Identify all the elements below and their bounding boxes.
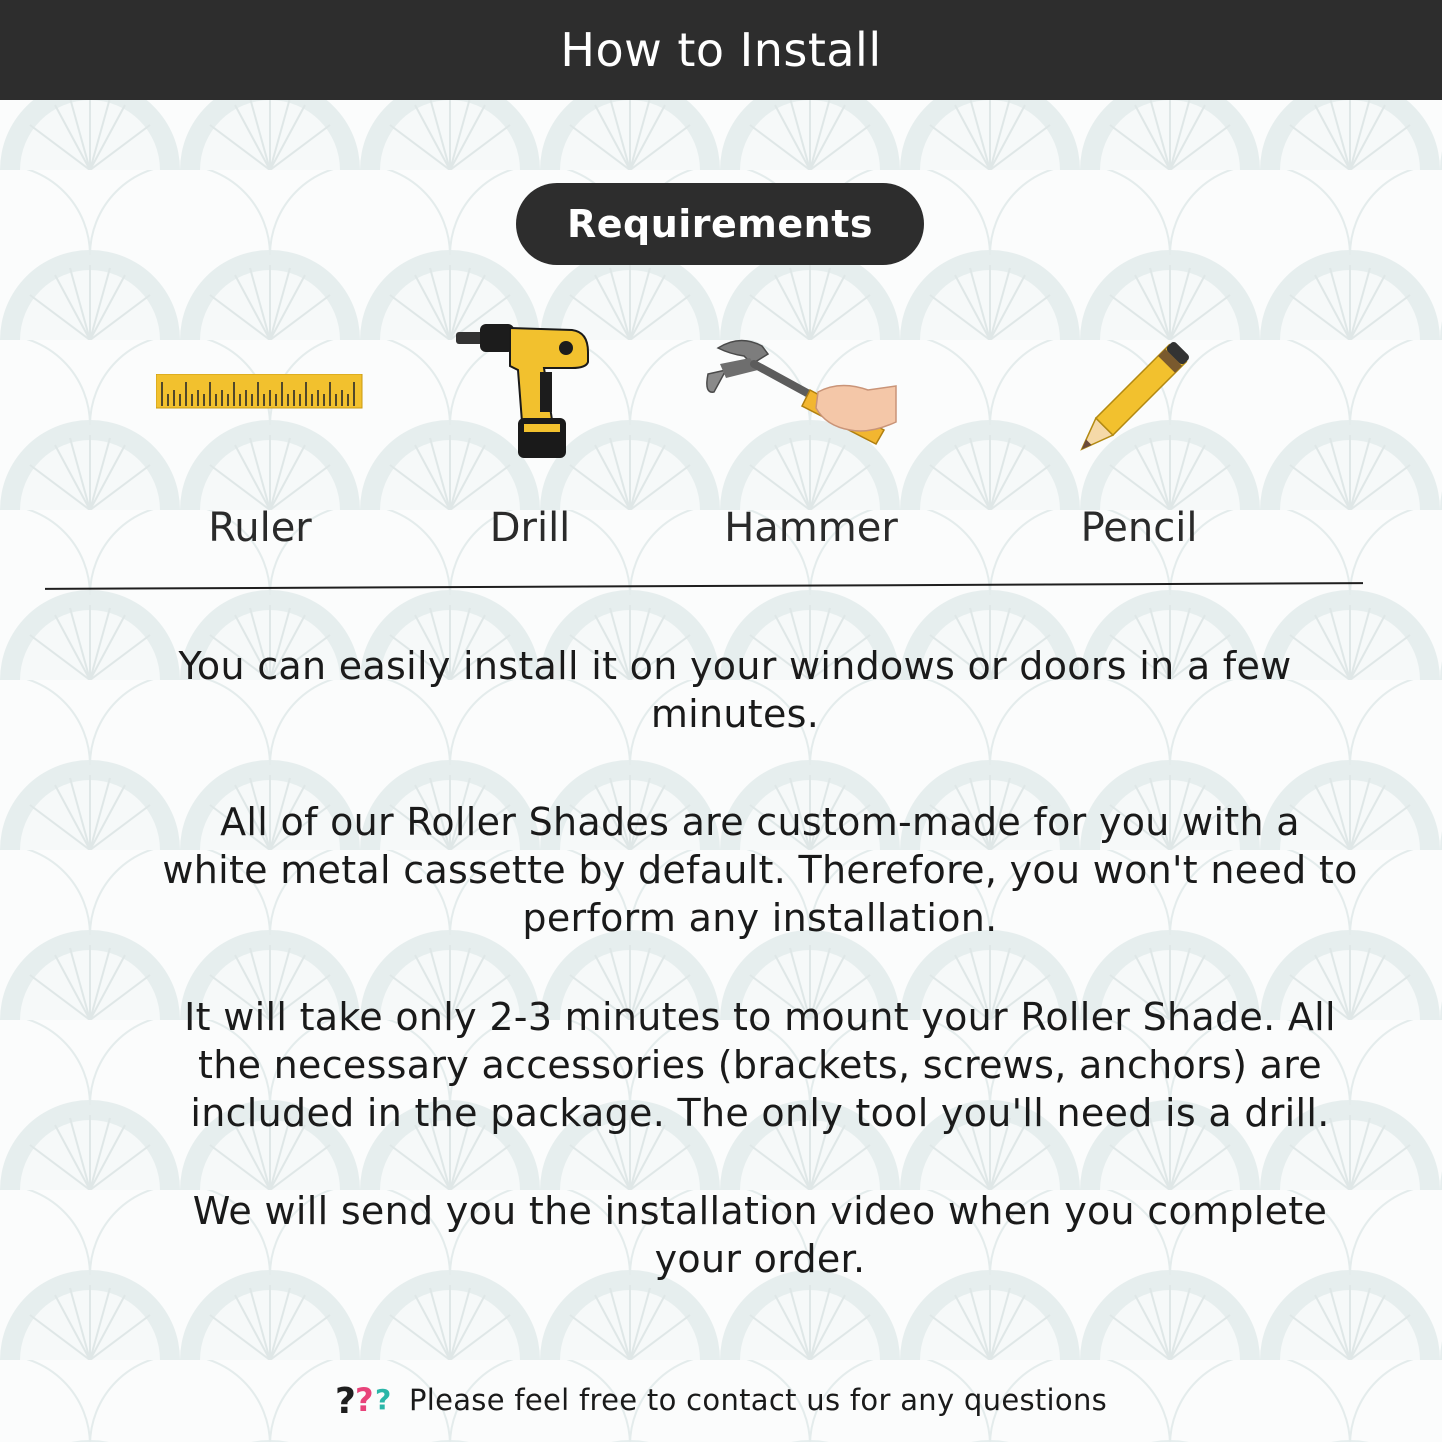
- tool-label-pencil: Pencil: [1080, 505, 1198, 551]
- question-marks-icon: [335, 1377, 399, 1423]
- page-title: How to Install: [560, 23, 882, 77]
- paragraph-custom-made: [100, 798, 1420, 942]
- header-bar: [0, 0, 1442, 100]
- tool-label-hammer: Hammer: [724, 505, 898, 551]
- tool-label-ruler: Ruler: [208, 505, 312, 551]
- paragraph-video: [130, 1187, 1390, 1283]
- paragraph-line: It will take only 2-3 minutes to mount your Roller Shade. All: [184, 995, 1336, 1039]
- paragraph-line: the necessary accessories (brackets, screws, anchors) are: [198, 1043, 1322, 1087]
- drill-icon: [452, 318, 597, 464]
- svg-text:?: ?: [354, 1381, 374, 1419]
- paragraph-line: We will send you the installation video when you complete: [192, 1189, 1328, 1233]
- hammer-icon: [700, 334, 898, 448]
- pencil-icon: [1066, 320, 1212, 464]
- paragraph-line: your order.: [654, 1237, 866, 1281]
- svg-text:?: ?: [374, 1383, 392, 1416]
- paragraph-easy-install: [120, 642, 1350, 738]
- tool-label-drill: Drill: [489, 505, 571, 551]
- footer-contact: [0, 1372, 1442, 1428]
- ruler-icon: [156, 374, 364, 410]
- paragraph-line: included in the package. The only tool you'll need is a drill.: [190, 1091, 1330, 1135]
- paragraph-line: All of our Roller Shades are custom-made for you with a: [220, 800, 1300, 844]
- requirements-label: Requirements: [566, 202, 874, 246]
- svg-text:?: ?: [334, 1381, 356, 1422]
- paragraph-line: minutes.: [650, 692, 820, 736]
- paragraph-line: white metal cassette by default. Therefore, you won't need to: [162, 848, 1358, 892]
- paragraph-line: You can easily install it on your windows or doors in a few: [178, 644, 1292, 688]
- paragraph-mount-time: [110, 993, 1410, 1137]
- requirements-badge: [516, 183, 924, 265]
- contact-text: Please feel free to contact us for any questions: [408, 1383, 1108, 1417]
- paragraph-line: perform any installation.: [522, 896, 998, 940]
